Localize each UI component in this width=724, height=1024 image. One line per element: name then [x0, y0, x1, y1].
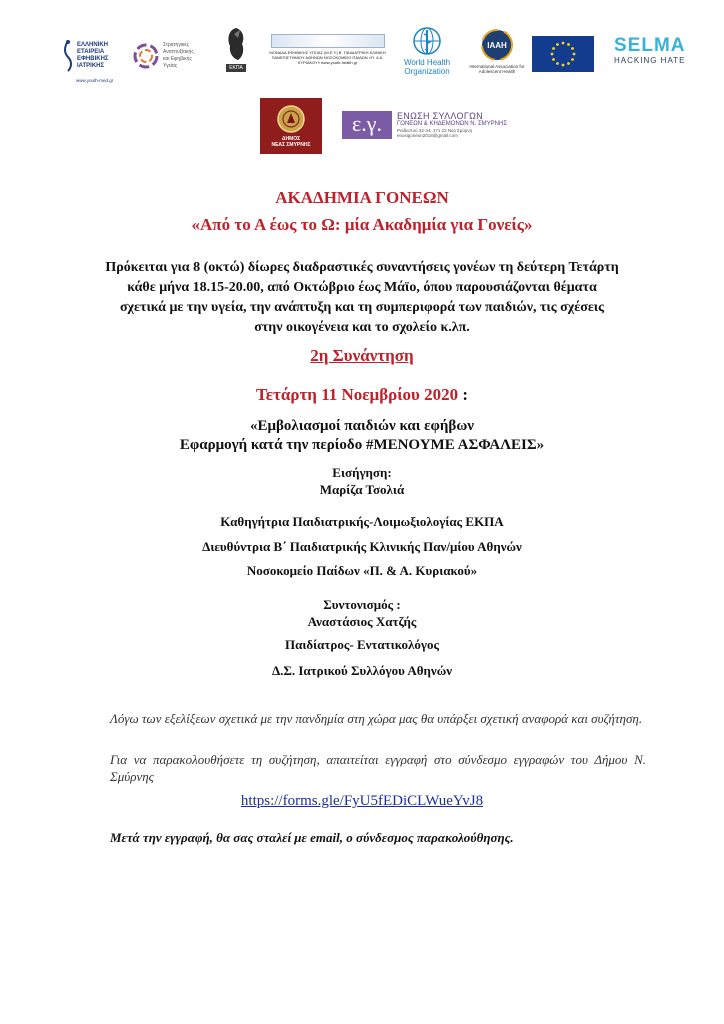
logo-mark: ε.γ. [342, 111, 392, 139]
registration-note: Για να παρακολουθήσετε τη συζήτηση, απαιτείται εγγραφή στο σύνδεσμο εγγραφών του Δήμου Ν. Σμύρνης [110, 752, 646, 784]
page-subtitle: «Από το Α έως το Ω: μία Ακαδημία για Γονείς» [191, 215, 533, 234]
logo-text: Organization [404, 67, 450, 76]
logo-text: ΓΟΝΕΩΝ & ΚΗΔΕΜΟΝΩΝ Ν. ΣΜΥΡΝΗΣ [397, 121, 508, 127]
local-logos-row [260, 98, 590, 156]
athena-head-icon [224, 26, 248, 62]
coordinator-heading: Συντονισμός : [323, 597, 401, 612]
after-registration-note: Μετά την εγγραφή, θα σας σταλεί με email, ο σύνδεσμος παρακολούθησης. [110, 830, 514, 845]
eu-flag-logo [532, 36, 594, 72]
logo-email: enosigoneon2018@gmail.com [397, 133, 458, 138]
iaah-circle-icon [480, 28, 514, 62]
logo-abbr: IAAH [487, 41, 507, 50]
municipality-nea-smyrni-logo [260, 98, 322, 154]
logo-text: ΜΟΝΑΔΑ ΕΦΗΒΙΚΗΣ ΥΓΕΙΑΣ (Μ.Ε.Υ) Β΄ ΠΑΙΔΙΑΤΡΙΚΗ ΚΛΙΝΙΚΗ ΠΑΝΕΠΙΣΤΗΜΙΟΥ ΑΘΗΝΩΝ ΝΟΣΟΚΟΜΕΙΟ ΠΑΙΔΩΝ «Π. & Α. ΚΥΡΙΑΚΟΥ» www.youth-health.gr [269, 50, 386, 65]
intro-line: σχετικά με την υγεία, την ανάπτυξη και τη συμπεριφορά των παιδιών, τις σχέσεις [119, 300, 605, 315]
logo-address: Ραιδεστού 32-34, 171 22 Νέα Σμύρνη [397, 128, 473, 133]
topic-line: «Εμβολιασμοί παιδιών και εφήβων [250, 418, 474, 434]
adolescent-health-unit-logo [265, 34, 390, 84]
logo-text: ΔΗΜΟΣ [281, 136, 301, 142]
iaah-logo [467, 28, 527, 86]
speaker-heading-block [0, 464, 724, 498]
page-title: ΑΚΑΔΗΜΙΑ ΓΟΝΕΩΝ [275, 188, 449, 207]
logo-text: ΕΛΛΗΝΙΚΗ [77, 42, 109, 48]
meeting-topic [0, 417, 724, 455]
logo-text: Αναπτυξιακής [163, 49, 194, 55]
strategies-logo [132, 28, 202, 84]
figure-icon [62, 39, 74, 73]
who-logo [396, 26, 458, 88]
logo-text: ΕΦΗΒΙΚΗΣ [77, 56, 109, 62]
unit-banner-icon [271, 34, 385, 48]
hellenic-adolescent-medicine-logo [62, 28, 122, 84]
speaker-heading: Εισήγηση: [332, 465, 392, 480]
registration-link[interactable]: https://forms.gle/FyU5fEDiCLWueYvJ8 [240, 793, 484, 809]
coordinator-name: Αναστάσιος Χατζής [307, 614, 417, 629]
meeting-date-text: Τετάρτη 11 Νοεμβρίου 2020 [255, 385, 459, 404]
logo-text: Στρατηγικές [163, 42, 190, 48]
logo-text: ΕΝΩΣΗ ΣΥΛΛΟΓΩΝ [397, 111, 483, 121]
intro-paragraph [104, 258, 620, 338]
municipality-seal-icon [276, 104, 306, 134]
selma-logo [614, 36, 688, 76]
meeting-date-colon: : [458, 385, 469, 404]
logo-text: Υγείας [163, 63, 178, 69]
logo-text: HACKING HATE [614, 56, 686, 65]
logo-text: World Health [403, 58, 451, 67]
logo-text: International Association for [469, 64, 525, 69]
circle-arrows-icon [132, 42, 160, 70]
speaker-role: Νοσοκομείο Παίδων «Π. & Α. Κυριακού» [246, 563, 478, 578]
meeting-date [0, 385, 724, 405]
who-emblem-icon [412, 26, 442, 56]
eu-stars-icon [532, 36, 594, 72]
parents-union-logo [342, 100, 542, 150]
coordinator-role: Δ.Σ. Ιατρικού Συλλόγου Αθηνών [271, 663, 453, 678]
speaker-name: Μαρίζα Τσολιά [319, 482, 405, 497]
intro-line: Πρόκειται για 8 (οκτώ) δίωρες διαδραστικές συναντήσεις γονέων τη δεύτερη Τετάρτη [105, 260, 619, 275]
intro-line: στην οικογένεια και το σχολείο κ.λπ. [254, 320, 470, 335]
logo-text: ΕΚΠΑ [226, 64, 246, 72]
sponsor-logos-row [62, 26, 688, 88]
pandemic-note: Λόγω των εξελίξεων σχετικά με την πανδημία στη χώρα μας θα υπάρξει σχετική αναφορά και συζήτηση. [110, 711, 643, 726]
logo-text: και Εφηβικής [163, 56, 192, 62]
logo-text: Adolescent Health [478, 69, 516, 74]
intro-line: κάθε μήνα 18.15-20.00, από Οκτώβριο έως Μάϊο, όπου παρουσιάζονται θέματα [127, 280, 597, 295]
speaker-role: Διευθύντρια Β΄ Παιδιατρικής Κλινικής Παν/μίου Αθηνών [202, 539, 522, 554]
logo-text: ΕΤΑΙΡΕΙΑ [77, 49, 105, 55]
topic-line: Εφαρμογή κατά την περίοδο #ΜΕΝΟΥΜΕ ΑΣΦΑΛΕΙΣ» [179, 437, 545, 453]
logo-text: SELMA [614, 35, 686, 56]
logo-text: ΙΑΤΡΙΚΗΣ [77, 63, 105, 69]
logo-url: www.youth-med.gr [76, 78, 114, 83]
ekpa-logo [218, 26, 254, 88]
logo-text: ΝΕΑΣ ΣΜΥΡΝΗΣ [271, 142, 311, 148]
meeting-label: 2η Συνάντηση [310, 346, 414, 365]
speaker-role: Καθηγήτρια Παιδιατρικής-Λοιμωξιολογίας ΕΚΠΑ [220, 514, 504, 529]
coordinator-heading-block [0, 596, 724, 630]
coordinator-role: Παιδίατρος- Εντατικολόγος [285, 637, 439, 652]
